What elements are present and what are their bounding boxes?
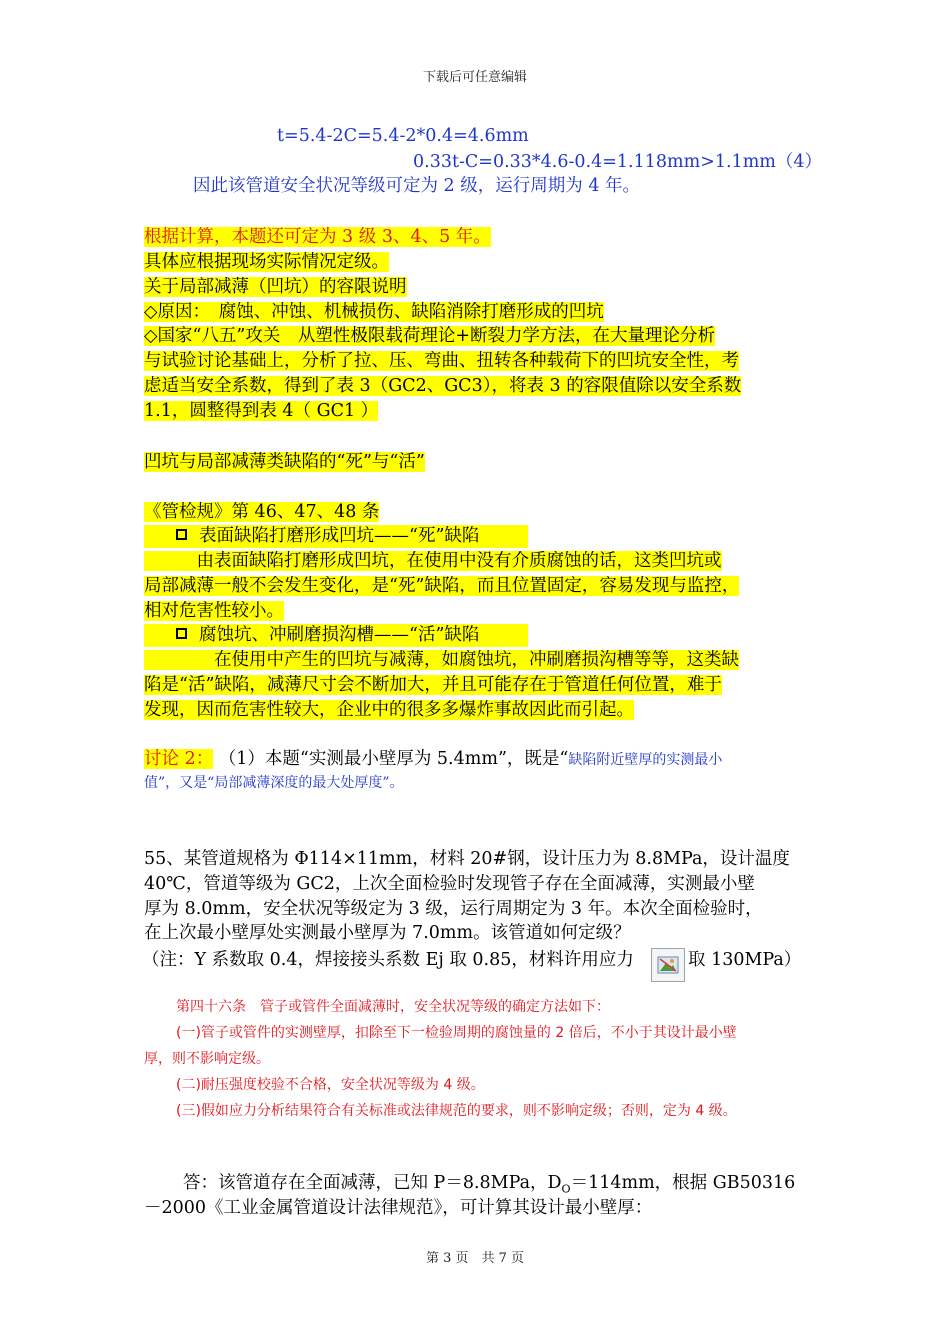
article-46-item-1: (一)管子或管件的实测壁厚，扣除至下一检验周期的腐蚀量的 2 倍后，不小于其设计最小壁 — [176, 1025, 737, 1041]
page-header: 下载后可任意编辑 — [422, 70, 527, 85]
live-defect-line-1: 在使用中产生的凹坑与减薄，如腐蚀坑，冲刷磨损沟槽等等，这类缺 — [144, 650, 739, 670]
dead-defect-line-1: 由表面缺陷打磨形成凹坑，在使用中没有介质腐蚀的话，这类凹坑或 — [144, 551, 722, 571]
article-46-title: 第四十六条 管子或管件全面减薄时，安全状况等级的确定方法如下： — [176, 999, 610, 1015]
dead-defect-line-3: 相对危害性较小。 — [144, 601, 284, 621]
note-research-3: 虑适当安全系数，得到了表 3（GC2、GC3），将表 3 的容限值除以安全系数 — [144, 376, 742, 396]
problem-line-1: 55、某管道规格为 Φ114×11mm，材料 20#钢，设计压力为 8.8MPa，设计温度 — [144, 849, 790, 869]
problem-note-end: 取 130MPa） — [688, 950, 802, 970]
problem-line-2: 40℃，管道等级为 GC2，上次全面检验时发现管子存在全面减薄，实测最小壁 — [144, 874, 755, 894]
calc-conclusion: 因此该管道安全状况等级可定为 2 级，运行周期为 4 年。 — [193, 176, 641, 196]
discussion-label: 讨论 2： — [144, 749, 214, 769]
note-site: 具体应根据现场实际情况定级。 — [144, 252, 389, 272]
article-46-item-3: (三)假如应力分析结果符合有关标准或法律规范的要求，则不影响定级；否则，定为 4 级。 — [176, 1103, 737, 1119]
dead-defect-line-2: 局部减薄一般不会发生变化，是“死”缺陷，而且位置固定，容易发现与监控， — [144, 576, 740, 596]
article-46-item-1-cont: 厚，则不影响定级。 — [144, 1051, 270, 1067]
dead-defect-title: 表面缺陷打磨形成凹坑——“死”缺陷 — [199, 526, 480, 546]
page-footer: 第 3 页 共 7 页 — [425, 1251, 525, 1266]
note-tolerance-title: 关于局部减薄（凹坑）的容限说明 — [144, 277, 407, 297]
live-defect-line-2: 陷是“活”缺陷，减薄尺寸会不断加大，并且可能存在于管道任何位置，难于 — [144, 675, 722, 695]
live-defect-title: 腐蚀坑、冲刷磨损沟槽——“活”缺陷 — [199, 625, 480, 645]
calc-line-1: t=5.4-2C=5.4-2*0.4=4.6mm — [277, 126, 529, 146]
live-defect-item — [176, 623, 479, 648]
problem-note: （注：Y 系数取 0.4，焊接接头系数 Ej 取 0.85，材料许用应力 — [142, 950, 634, 970]
stress-symbol-image — [652, 949, 684, 981]
note-grade-alt: 根据计算，本题还可定为 3 级 3、4、5 年。 — [144, 227, 491, 247]
answer-line-1: 答：该管道存在全面减薄，已知 P＝8.8MPa，$D_O=114mm$，根据 GB50316 — [183, 1173, 796, 1196]
calc-line-2: 0.33t-C=0.33*4.6-0.4=1.118mm>1.1mm（4） — [413, 152, 823, 172]
live-defect-line-3: 发现，因而危害性较大，企业中的很多多爆炸事故因此而引起。 — [144, 700, 634, 720]
article-46-item-2: (二)耐压强度校验不合格，安全状况等级为 4 级。 — [176, 1077, 485, 1093]
deadlive-title: 凹坑与局部减薄类缺陷的“死”与“活” — [144, 452, 425, 472]
checkbox-bullet-icon — [176, 628, 187, 639]
regulation-reference: 《管检规》第 46、47、48 条 — [144, 502, 380, 522]
note-research-1: ◇国家“八五”攻关 从塑性极限载荷理论+断裂力学方法，在大量理论分析 — [144, 326, 716, 346]
dead-defect-item — [176, 524, 479, 549]
note-research-4: 1.1，圆整得到表 4（ GC1 ） — [144, 401, 379, 421]
note-research-2: 与试验讨论基础上，分析了拉、压、弯曲、扭转各种载荷下的凹坑安全性，考 — [144, 351, 739, 371]
discussion-text: （1）本题“实测最小壁厚为 5.4mm”，既是“ — [218, 749, 569, 769]
answer-line-2: －2000《工业金属管道设计法律规范》，可计算其设计最小壁厚： — [144, 1198, 653, 1218]
problem-question: 在上次最小壁厚处实测最小壁厚为 7.0mm。该管道如何定级？ — [144, 923, 631, 943]
discussion-line-1 — [144, 747, 722, 773]
discussion-emphasis: 缺陷附近壁厚的实测最小 — [568, 752, 723, 768]
note-cause: ◇原因： 腐蚀、冲蚀、机械损伤、缺陷消除打磨形成的凹坑 — [144, 302, 604, 322]
discussion-line-2: 值”，又是“局部减薄深度的最大处厚度”。 — [144, 775, 404, 791]
broken-image-icon — [651, 948, 685, 982]
checkbox-bullet-icon — [176, 529, 187, 540]
problem-line-3: 厚为 8.0mm，安全状况等级定为 3 级，运行周期定为 3 年。本次全面检验时， — [144, 899, 763, 919]
